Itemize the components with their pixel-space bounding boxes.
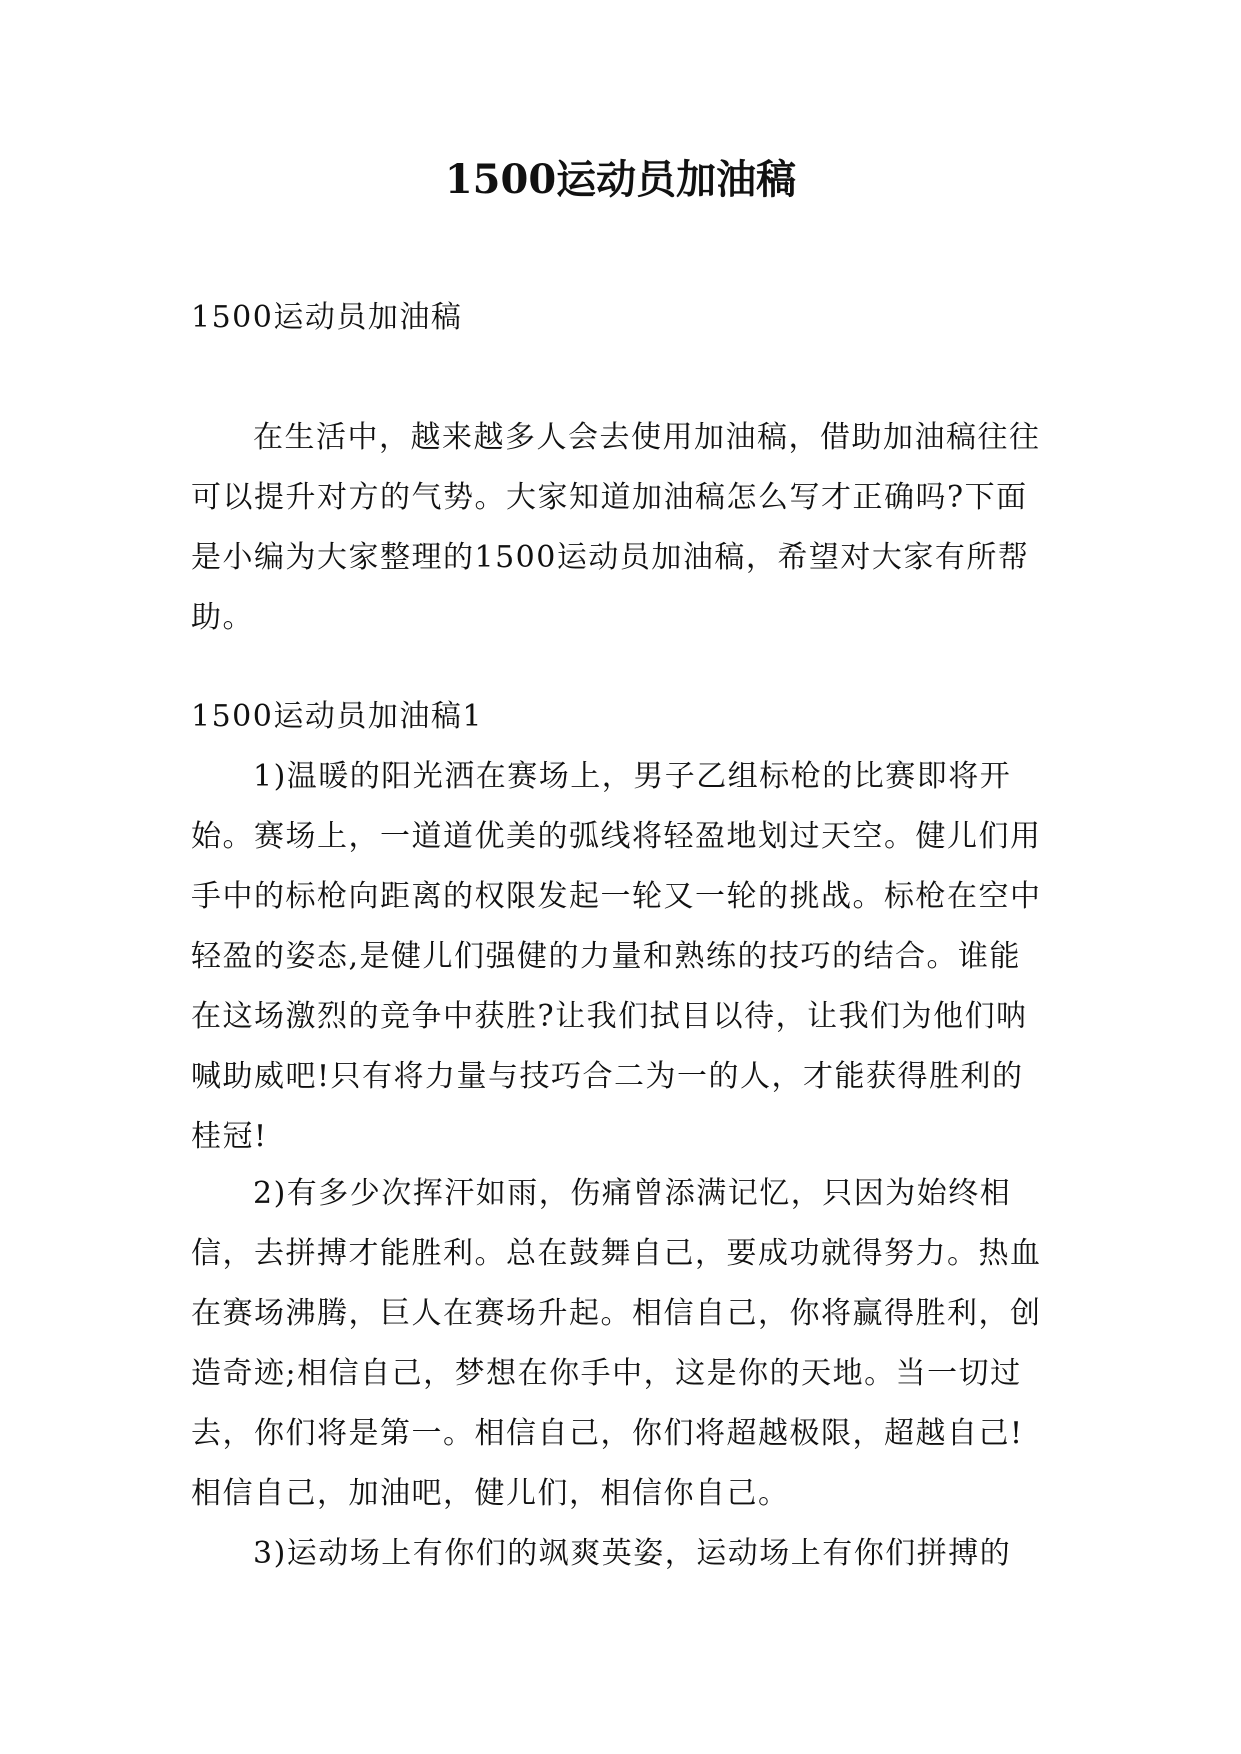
paragraph-3: 3)运动场上有你们的飒爽英姿，运动场上有你们拼搏的 [253,1536,1012,1571]
paragraph-2: 2)有多少次挥汗如雨，伤痛曾添满记忆，只因为始终相信，去拼搏才能胜利。总在鼓舞自己，要成功就得努力。热血在赛场沸腾，巨人在赛场升起。相信自己，你将赢得胜利，创造奇迹;相信自己，梦想在你手中，这是你的天地。当一切过去，你们将是第一。相信自己，你们将超越极限，超越自己!相信自己，加油吧，健儿们，相信你自己。 [191,1176,1042,1511]
document-subtitle: 1500运动员加油稿 [191,300,463,335]
intro-paragraph: 在生活中，越来越多人会去使用加油稿，借助加油稿往往可以提升对方的气势。大家知道加油稿怎么写才正确吗?下面是小编为大家整理的1500运动员加油稿，希望对大家有所帮助。 [191,420,1041,635]
paragraph-1: 1)温暖的阳光洒在赛场上，男子乙组标枪的比赛即将开始。赛场上，一道道优美的弧线将轻盈地划过天空。健儿们用手中的标枪向距离的权限发起一轮又一轮的挑战。标枪在空中轻盈的姿态,是健儿们强健的力量和熟练的技巧的结合。谁能在这场激烈的竞争中获胜?让我们拭目以待，让我们为他们呐喊助威吧!只有将力量与技巧合二为一的人，才能获得胜利的桂冠! [191,759,1042,1154]
section-heading: 1500运动员加油稿1 [191,699,483,734]
document-title: 1500运动员加油稿 [444,156,797,203]
